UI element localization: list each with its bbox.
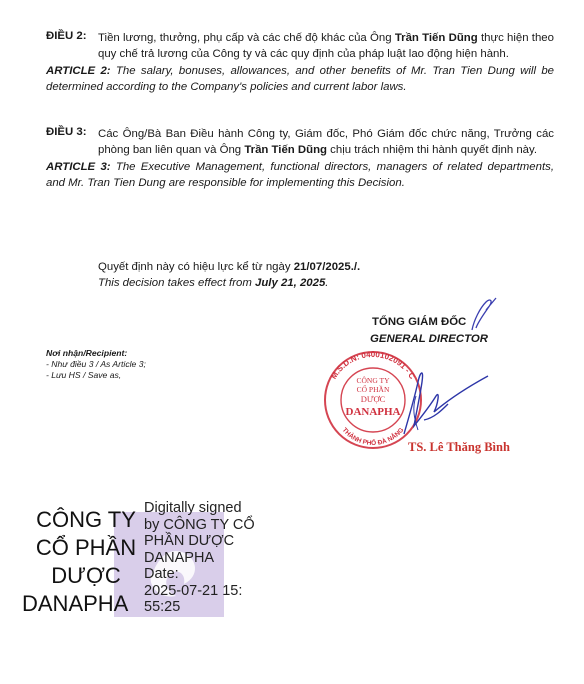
- article-2-vn-text: [98, 30, 554, 62]
- digital-signature-company-line: CỔ PHẦN: [35, 535, 137, 560]
- article-3-vn-text: [98, 126, 554, 158]
- article-3-vn-text-part1: Các Ông/Bà Ban Điều hành Công ty, Giám đốc, Phó Giám đốc chức năng, Trưởng các phòng ban liên quan và Ông: [98, 128, 554, 156]
- article-2-en-body: The salary, bonuses, allowances, and other benefits of Mr. Tran Tien Dung will be determined according to the Company's policies and current labor laws.: [46, 65, 554, 93]
- effective-date-en: [98, 275, 518, 291]
- digital-signature-detail-line: DANAPHA: [144, 549, 215, 566]
- seal-outer-text: M.S.D.N: 0400102091 - C: [329, 350, 417, 381]
- initial-mark-icon: [466, 296, 500, 334]
- signer-title-vn: TỔNG GIÁM ĐỐC: [372, 316, 467, 328]
- article-3-block: [46, 126, 554, 191]
- signer-name: TS. Lê Thăng Bình: [408, 440, 510, 454]
- effective-text-vn: Quyết định này có hiệu lực kể từ ngày: [98, 261, 294, 273]
- seal-inner-line: DƯỢC: [360, 394, 386, 404]
- recipients-heading: Nơi nhận/Recipient:: [46, 348, 128, 358]
- article-3-vn-label: ĐIỀU 3:: [46, 126, 87, 138]
- seal-inner-line: CÔNG TY: [356, 376, 390, 385]
- article-2-block: [46, 30, 554, 95]
- effective-date-vn: [98, 259, 518, 275]
- article-3-en-body: The Executive Management, functional directors, managers of related departments, and Mr. Tran Tien Dung are responsible for implementing this Decision.: [46, 161, 554, 189]
- article-2-vn-label: ĐIỀU 2:: [46, 30, 87, 42]
- digital-signature-detail-line: by CÔNG TY CỔ: [144, 516, 255, 533]
- article-3-en-label: ARTICLE 3:: [46, 161, 111, 173]
- digital-signature-block: [22, 500, 282, 620]
- digital-signature-company: [22, 506, 150, 618]
- signer-title-en: GENERAL DIRECTOR: [370, 333, 488, 345]
- effective-date-value-vn: 21/07/2025./.: [293, 261, 361, 273]
- digital-signature-detail-line: PHẦN DƯỢC: [144, 533, 235, 549]
- digital-signature-company-line: CÔNG TY: [36, 507, 136, 532]
- article-3-en-text: [46, 159, 554, 191]
- signature-scribble-icon: [378, 360, 498, 440]
- digital-signature-detail-line: 2025-07-21 15:: [144, 582, 243, 599]
- effective-text-en: This decision takes effect from: [98, 277, 255, 289]
- seal-inner-line: CỔ PHẦN: [356, 385, 390, 394]
- employee-name: Trần Tiến Dũng: [244, 144, 328, 156]
- digital-signature-detail-line: 55:25: [144, 599, 181, 615]
- digital-signature-company-line: DƯỢC: [51, 563, 121, 588]
- seal-inner-line: DANAPHA: [345, 406, 401, 418]
- article-2-en-label: ARTICLE 2:: [46, 65, 111, 77]
- recipients-block: [46, 348, 246, 381]
- digital-signature-details: [144, 500, 284, 616]
- article-3-vn-text-part2: chịu trách nhiệm thi hành quyết định này.: [327, 144, 538, 156]
- recipient-line: - Lưu HS / Save as,: [46, 370, 122, 380]
- digital-signature-detail-line: Digitally signed: [144, 500, 242, 516]
- seal-bottom-text: THÀNH PHỐ ĐÀ NẴNG: [340, 426, 406, 448]
- article-2-vn-text-part2: thực hiện theo quy chế trả lương của Công ty và các quy định của pháp luật lao động hiện hành.: [98, 32, 554, 60]
- employee-name: Trần Tiến Dũng: [394, 32, 478, 44]
- digital-signature-detail-line: Date:: [144, 566, 179, 582]
- digital-signature-company-line: DANAPHA: [22, 591, 129, 616]
- effective-text-en-end: .: [325, 277, 329, 289]
- recipient-line: - Như điều 3 / As Article 3;: [46, 359, 146, 369]
- article-2-en-text: [46, 63, 554, 95]
- effective-date-value-en: July 21, 2025: [255, 277, 326, 289]
- article-2-vn-text-part1: Tiền lương, thưởng, phụ cấp và các chế độ khác của Ông: [98, 32, 395, 44]
